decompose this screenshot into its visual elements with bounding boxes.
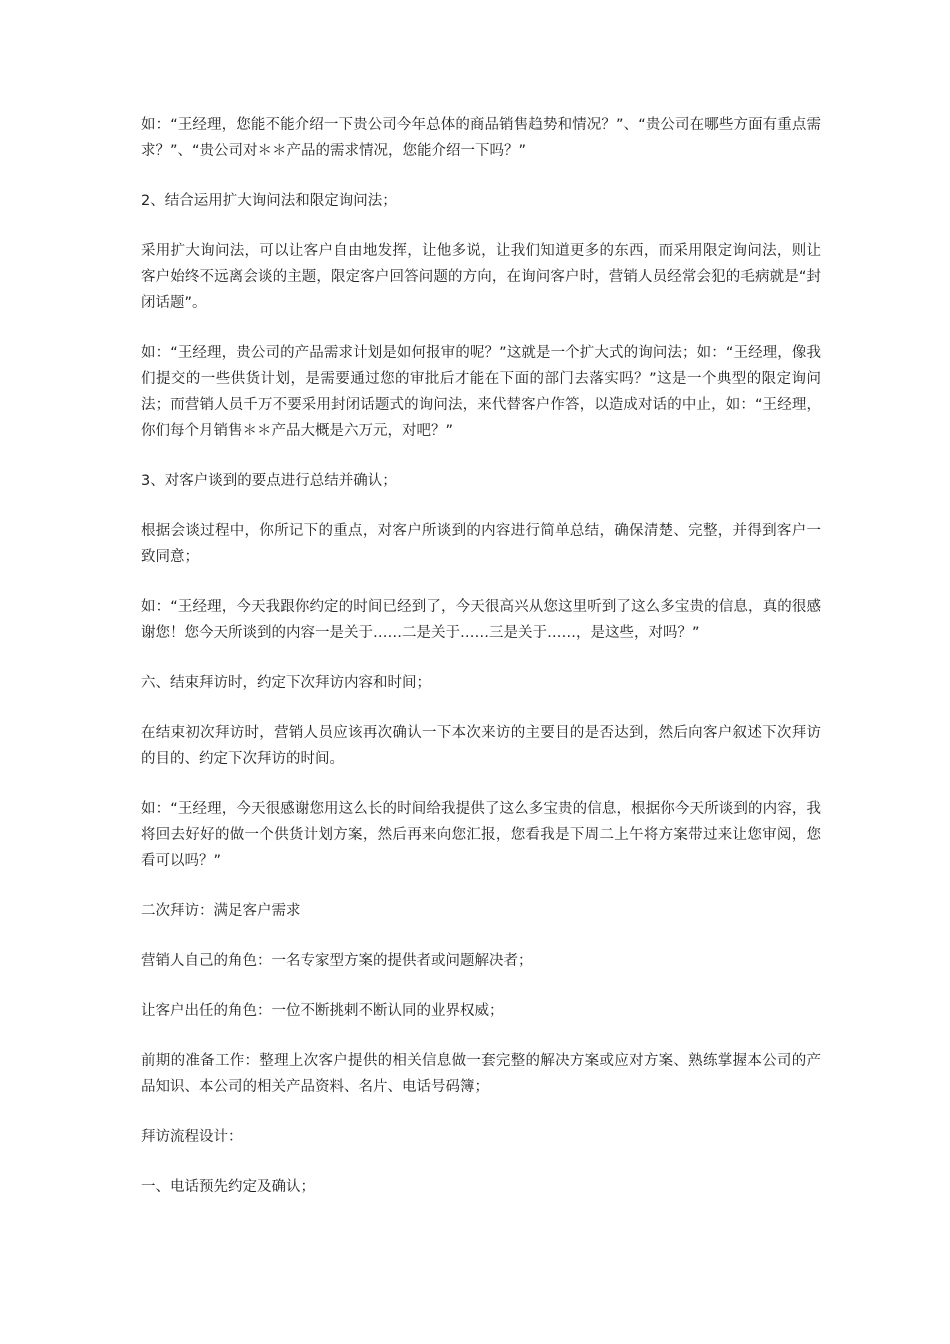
example-paragraph: 如：“王经理，今天我跟你约定的时间已经到了，今天很高兴从您这里听到了这么多宝贵的信息，真的很感谢您！您今天所谈到的内容一是关于……二是关于……三是关于……，是这些，对吗？”: [141, 599, 821, 641]
body-paragraph: 在结束初次拜访时，营销人员应该再次确认一下本次来访的主要目的是否达到，然后向客户叙述下次拜访的目的、约定下次拜访的时间。: [141, 725, 821, 767]
body-paragraph: 拜访流程设计：: [141, 1129, 243, 1145]
body-paragraph: 前期的准备工作：整理上次客户提供的相关信息做一套完整的解决方案或应对方案、熟练掌握本公司的产品知识、本公司的相关产品资料、名片、电话号码簿；: [141, 1053, 821, 1095]
section-heading: 2、结合运用扩大询问法和限定询问法；: [141, 193, 397, 209]
section-heading: 二次拜访：满足客户需求: [141, 903, 301, 919]
section-heading: 一、电话预先约定及确认；: [141, 1179, 315, 1195]
body-paragraph: 营销人自己的角色：一名专家型方案的提供者或问题解决者；: [141, 953, 533, 969]
section-heading: 3、对客户谈到的要点进行总结并确认；: [141, 473, 397, 489]
section-heading: 六、结束拜访时，约定下次拜访内容和时间；: [141, 675, 431, 691]
example-paragraph: 如：“王经理，今天很感谢您用这么长的时间给我提供了这么多宝贵的信息，根据你今天所谈到的内容，我将回去好好的做一个供货计划方案，然后再来向您汇报，您看我是下周二上午将方案带过来让您审阅，您看可以吗？”: [141, 801, 821, 869]
body-paragraph: 采用扩大询问法，可以让客户自由地发挥，让他多说，让我们知道更多的东西，而采用限定询问法，则让客户始终不远离会谈的主题，限定客户回答问题的方向，在询问客户时，营销人员经常会犯的毛病就是“封闭话题”。: [141, 243, 821, 311]
example-paragraph: 如：“王经理，贵公司的产品需求计划是如何报审的呢？”这就是一个扩大式的询问法；如：“王经理，像我们提交的一些供货计划，是需要通过您的审批后才能在下面的部门去落实吗？”这是一个典型的限定询问法；而营销人员千万不要采用封闭话题式的询问法，来代替客户作答，以造成对话的中止，如：“王经理，你们每个月销售＊＊产品大概是六万元，对吧？”: [141, 345, 821, 439]
body-paragraph: 让客户出任的角色：一位不断挑剌不断认同的业界权威；: [141, 1003, 504, 1019]
body-paragraph: 根据会谈过程中，你所记下的重点，对客户所谈到的内容进行简单总结，确保清楚、完整，并得到客户一致同意；: [141, 523, 821, 565]
example-paragraph: 如：“王经理，您能不能介绍一下贵公司今年总体的商品销售趋势和情况？”、“贵公司在哪些方面有重点需求？”、“贵公司对＊＊产品的需求情况，您能介绍一下吗？”: [141, 117, 821, 159]
document-body: [141, 112, 821, 1224]
